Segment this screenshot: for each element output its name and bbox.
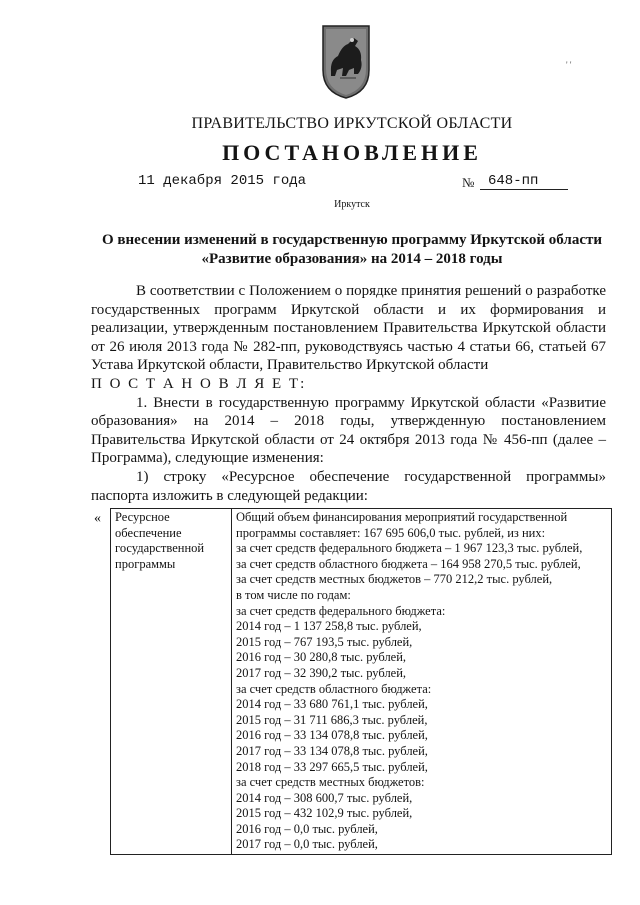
government-name: ПРАВИТЕЛЬСТВО ИРКУТСКОЙ ОБЛАСТИ [191,115,513,132]
table-line: в том числе по годам: [236,587,351,602]
table-line: 2015 год – 432 102,9 тыс. рублей, [236,806,413,821]
table-line: 2017 год – 33 134 078,8 тыс. рублей, [236,743,428,758]
table-line: за счет средств федерального бюджета: [236,603,446,618]
table-line: 2016 год – 0,0 тыс. рублей, [236,821,378,836]
item-1-1-paragraph: 1) строку «Ресурсное обеспечение государственной программы» паспорта изложить в следующей редакции: [91,468,606,504]
opening-quote: « [94,511,101,526]
table-line: 2015 год – 31 711 686,3 тыс. рублей, [236,712,428,727]
table-line: 2018 год – 33 297 665,5 тыс. рублей, [236,759,428,774]
decree-date: 11 декабря 2015 года [138,173,307,189]
resource-table [110,508,612,855]
scan-mark: ' ' [566,60,572,70]
table-line: за счет средств областного бюджета – 164 958 270,5 тыс. рублей, [236,556,581,571]
table-line: 2016 год – 30 280,8 тыс. рублей, [236,650,407,665]
table-line: за счет средств федерального бюджета – 1 967 123,3 тыс. рублей, [236,541,583,556]
table-line: 2014 год – 1 137 258,8 тыс. рублей, [236,619,422,634]
preamble-paragraph: В соответствии с Положением о порядке принятия решений о разработке государственных программ Иркутской области и их формирования и реализации, утвержденным постановлением Правительства Иркутской области от 26 июля 2013 года № 282-пп, руководствуясь частью 4 статьи 66, статьей 67 Устава Иркутской области, Правительство Иркутской области [91,283,606,374]
table-line: программы составляет: 167 695 606,0 тыс. рублей, из них: [236,525,546,540]
table-line: за счет средств областного бюджета: [236,681,432,696]
table-line: за счет средств местных бюджетов – 770 212,2 тыс. рублей, [236,572,553,587]
table-row [111,509,612,855]
table-line: 2017 год – 0,0 тыс. рублей, [236,837,378,852]
table-line: 2017 год – 32 390,2 тыс. рублей, [236,665,407,680]
coat-of-arms-icon [318,20,374,100]
table-line: за счет средств местных бюджетов: [236,775,425,790]
row-value-cell [232,509,612,855]
table-line: 2015 год – 767 193,5 тыс. рублей, [236,634,413,649]
row-label-cell: Ресурсное обеспечение государственной программы [111,509,232,855]
item-1-paragraph: 1. Внести в государственную программу Иркутской области «Развитие образования» на 2014 – 2018 годы, утвержденную постановлением Правительства Иркутской области от 24 октября 2013 года № 456-пп (далее – Программа), следующие изменения: [91,394,606,467]
decree-number: 648-пп [480,173,568,190]
document-type: ПОСТАНОВЛЕНИЕ [222,140,482,165]
city-name: Иркутск [334,199,370,210]
document-title: О внесении изменений в государственную программу Иркутской области «Развитие образования» на 2014 – 2018 годы [101,232,603,267]
table-line: 2016 год – 33 134 078,8 тыс. рублей, [236,728,428,743]
table-line: Общий объем финансирования мероприятий государственной [236,510,568,524]
table-line: 2014 год – 308 600,7 тыс. рублей, [236,790,413,805]
table-line: 2014 год – 33 680 761,1 тыс. рублей, [236,697,428,712]
number-sign: № [462,175,475,190]
decrees-heading: П О С Т А Н О В Л Я Е Т: [91,375,307,392]
document-body [91,282,606,505]
